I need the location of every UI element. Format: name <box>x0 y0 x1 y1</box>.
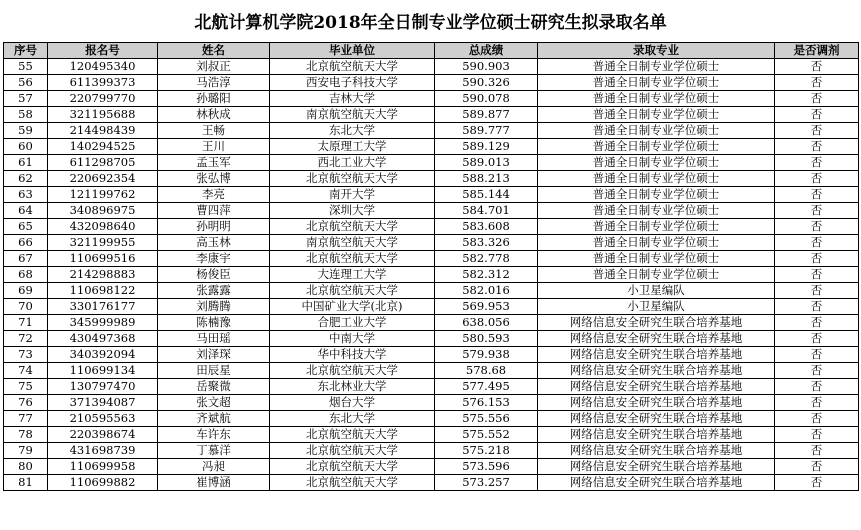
cell-name: 陈楠豫 <box>158 315 270 331</box>
cell-reg-no: 330176177 <box>48 299 158 315</box>
cell-adjusted: 否 <box>775 315 859 331</box>
cell-adjusted: 否 <box>775 123 859 139</box>
cell-score: 590.078 <box>435 91 538 107</box>
cell-name: 马田瑶 <box>158 331 270 347</box>
table-row <box>4 107 859 123</box>
cell-index: 62 <box>4 171 48 187</box>
cell-major: 普通全日制专业学位硕士 <box>538 219 775 235</box>
cell-adjusted: 否 <box>775 331 859 347</box>
table-row <box>4 139 859 155</box>
cell-major: 网络信息安全研究生联合培养基地 <box>538 427 775 443</box>
cell-index: 78 <box>4 427 48 443</box>
cell-name: 崔博涵 <box>158 475 270 491</box>
cell-school: 南开大学 <box>270 187 435 203</box>
cell-reg-no: 321199955 <box>48 235 158 251</box>
table-row <box>4 379 859 395</box>
table-row <box>4 427 859 443</box>
cell-adjusted: 否 <box>775 299 859 315</box>
table-row <box>4 75 859 91</box>
cell-adjusted: 否 <box>775 459 859 475</box>
cell-score: 576.153 <box>435 395 538 411</box>
cell-reg-no: 220799770 <box>48 91 158 107</box>
cell-score: 589.877 <box>435 107 538 123</box>
cell-major: 网络信息安全研究生联合培养基地 <box>538 379 775 395</box>
cell-reg-no: 110699882 <box>48 475 158 491</box>
cell-major: 网络信息安全研究生联合培养基地 <box>538 475 775 491</box>
cell-major: 普通全日制专业学位硕士 <box>538 59 775 75</box>
cell-score: 589.777 <box>435 123 538 139</box>
cell-reg-no: 340392094 <box>48 347 158 363</box>
cell-school: 东北林业大学 <box>270 379 435 395</box>
cell-major: 网络信息安全研究生联合培养基地 <box>538 459 775 475</box>
cell-school: 深圳大学 <box>270 203 435 219</box>
cell-reg-no: 431698739 <box>48 443 158 459</box>
cell-adjusted: 否 <box>775 91 859 107</box>
cell-school: 吉林大学 <box>270 91 435 107</box>
cell-adjusted: 否 <box>775 155 859 171</box>
table-row <box>4 299 859 315</box>
cell-score: 569.953 <box>435 299 538 315</box>
cell-score: 588.213 <box>435 171 538 187</box>
cell-name: 岳聚微 <box>158 379 270 395</box>
cell-score: 582.778 <box>435 251 538 267</box>
table-row <box>4 459 859 475</box>
cell-school: 北京航空航天大学 <box>270 171 435 187</box>
cell-reg-no: 110699134 <box>48 363 158 379</box>
cell-school: 太原理工大学 <box>270 139 435 155</box>
cell-score: 590.903 <box>435 59 538 75</box>
cell-reg-no: 345999989 <box>48 315 158 331</box>
cell-index: 67 <box>4 251 48 267</box>
cell-school: 大连理工大学 <box>270 267 435 283</box>
cell-adjusted: 否 <box>775 59 859 75</box>
cell-reg-no: 121199762 <box>48 187 158 203</box>
cell-index: 63 <box>4 187 48 203</box>
cell-school: 北京航空航天大学 <box>270 475 435 491</box>
col-header-index: 序号 <box>4 43 48 59</box>
cell-name: 刘腾腾 <box>158 299 270 315</box>
cell-name: 孟玉军 <box>158 155 270 171</box>
cell-score: 583.608 <box>435 219 538 235</box>
cell-school: 北京航空航天大学 <box>270 283 435 299</box>
cell-school: 南京航空航天大学 <box>270 107 435 123</box>
cell-index: 59 <box>4 123 48 139</box>
cell-adjusted: 否 <box>775 235 859 251</box>
cell-score: 585.144 <box>435 187 538 203</box>
cell-adjusted: 否 <box>775 139 859 155</box>
table-row <box>4 315 859 331</box>
cell-adjusted: 否 <box>775 411 859 427</box>
cell-index: 74 <box>4 363 48 379</box>
cell-index: 64 <box>4 203 48 219</box>
cell-major: 普通全日制专业学位硕士 <box>538 139 775 155</box>
cell-major: 普通全日制专业学位硕士 <box>538 91 775 107</box>
table-row <box>4 235 859 251</box>
cell-reg-no: 110699958 <box>48 459 158 475</box>
cell-name: 杨俊臣 <box>158 267 270 283</box>
table-row <box>4 59 859 75</box>
cell-reg-no: 432098640 <box>48 219 158 235</box>
cell-school: 北京航空航天大学 <box>270 459 435 475</box>
cell-index: 77 <box>4 411 48 427</box>
cell-major: 网络信息安全研究生联合培养基地 <box>538 347 775 363</box>
cell-name: 林秋成 <box>158 107 270 123</box>
cell-reg-no: 214498439 <box>48 123 158 139</box>
cell-score: 583.326 <box>435 235 538 251</box>
cell-score: 578.68 <box>435 363 538 379</box>
cell-score: 589.013 <box>435 155 538 171</box>
table-row <box>4 219 859 235</box>
cell-name: 马浩淳 <box>158 75 270 91</box>
cell-school: 中国矿业大学(北京) <box>270 299 435 315</box>
cell-school: 北京航空航天大学 <box>270 219 435 235</box>
cell-name: 张弘博 <box>158 171 270 187</box>
admission-table <box>3 42 859 491</box>
cell-reg-no: 130797470 <box>48 379 158 395</box>
table-body <box>4 59 859 491</box>
cell-school: 北京航空航天大学 <box>270 443 435 459</box>
cell-adjusted: 否 <box>775 267 859 283</box>
col-header-adjusted: 是否调剂 <box>775 43 859 59</box>
cell-adjusted: 否 <box>775 363 859 379</box>
cell-score: 638.056 <box>435 315 538 331</box>
cell-index: 68 <box>4 267 48 283</box>
table-row <box>4 203 859 219</box>
cell-score: 575.218 <box>435 443 538 459</box>
cell-adjusted: 否 <box>775 107 859 123</box>
cell-major: 普通全日制专业学位硕士 <box>538 267 775 283</box>
cell-reg-no: 430497368 <box>48 331 158 347</box>
cell-score: 575.552 <box>435 427 538 443</box>
cell-score: 573.257 <box>435 475 538 491</box>
cell-name: 齐斌航 <box>158 411 270 427</box>
table-row <box>4 443 859 459</box>
cell-major: 网络信息安全研究生联合培养基地 <box>538 395 775 411</box>
cell-reg-no: 110698122 <box>48 283 158 299</box>
cell-major: 网络信息安全研究生联合培养基地 <box>538 331 775 347</box>
cell-index: 79 <box>4 443 48 459</box>
cell-score: 589.129 <box>435 139 538 155</box>
col-header-school: 毕业单位 <box>270 43 435 59</box>
cell-name: 张文超 <box>158 395 270 411</box>
cell-index: 72 <box>4 331 48 347</box>
cell-index: 81 <box>4 475 48 491</box>
cell-adjusted: 否 <box>775 427 859 443</box>
cell-name: 王畅 <box>158 123 270 139</box>
table-row <box>4 187 859 203</box>
cell-reg-no: 340896975 <box>48 203 158 219</box>
cell-school: 北京航空航天大学 <box>270 427 435 443</box>
cell-major: 普通全日制专业学位硕士 <box>538 75 775 91</box>
cell-school: 烟台大学 <box>270 395 435 411</box>
col-header-major: 录取专业 <box>538 43 775 59</box>
cell-adjusted: 否 <box>775 443 859 459</box>
cell-score: 584.701 <box>435 203 538 219</box>
cell-major: 网络信息安全研究生联合培养基地 <box>538 315 775 331</box>
cell-name: 孙璐阳 <box>158 91 270 107</box>
table-row <box>4 267 859 283</box>
cell-index: 80 <box>4 459 48 475</box>
cell-adjusted: 否 <box>775 347 859 363</box>
cell-score: 577.495 <box>435 379 538 395</box>
cell-score: 573.596 <box>435 459 538 475</box>
cell-index: 76 <box>4 395 48 411</box>
table-row <box>4 411 859 427</box>
cell-school: 东北大学 <box>270 123 435 139</box>
col-header-reg-no: 报名号 <box>48 43 158 59</box>
cell-index: 70 <box>4 299 48 315</box>
cell-name: 田辰星 <box>158 363 270 379</box>
cell-reg-no: 140294525 <box>48 139 158 155</box>
cell-school: 西安电子科技大学 <box>270 75 435 91</box>
cell-name: 冯昶 <box>158 459 270 475</box>
table-row <box>4 91 859 107</box>
cell-adjusted: 否 <box>775 379 859 395</box>
cell-major: 普通全日制专业学位硕士 <box>538 107 775 123</box>
table-row <box>4 155 859 171</box>
cell-major: 普通全日制专业学位硕士 <box>538 187 775 203</box>
table-row <box>4 283 859 299</box>
cell-name: 车许东 <box>158 427 270 443</box>
cell-major: 小卫星编队 <box>538 299 775 315</box>
cell-index: 61 <box>4 155 48 171</box>
cell-name: 丁慕洋 <box>158 443 270 459</box>
col-header-score: 总成绩 <box>435 43 538 59</box>
table-row <box>4 475 859 491</box>
cell-index: 75 <box>4 379 48 395</box>
cell-reg-no: 611298705 <box>48 155 158 171</box>
cell-index: 56 <box>4 75 48 91</box>
cell-score: 582.016 <box>435 283 538 299</box>
cell-school: 中南大学 <box>270 331 435 347</box>
table-row <box>4 363 859 379</box>
cell-major: 普通全日制专业学位硕士 <box>538 251 775 267</box>
cell-major: 普通全日制专业学位硕士 <box>538 203 775 219</box>
cell-major: 网络信息安全研究生联合培养基地 <box>538 443 775 459</box>
cell-reg-no: 210595563 <box>48 411 158 427</box>
cell-score: 590.326 <box>435 75 538 91</box>
cell-reg-no: 220398674 <box>48 427 158 443</box>
page-title: 北航计算机学院2018年全日制专业学位硕士研究生拟录取名单 <box>194 13 667 33</box>
cell-major: 普通全日制专业学位硕士 <box>538 235 775 251</box>
cell-school: 东北大学 <box>270 411 435 427</box>
cell-reg-no: 120495340 <box>48 59 158 75</box>
cell-name: 高玉林 <box>158 235 270 251</box>
cell-index: 60 <box>4 139 48 155</box>
cell-major: 小卫星编队 <box>538 283 775 299</box>
cell-adjusted: 否 <box>775 395 859 411</box>
cell-name: 曹四萍 <box>158 203 270 219</box>
cell-reg-no: 110699516 <box>48 251 158 267</box>
cell-index: 66 <box>4 235 48 251</box>
cell-school: 北京航空航天大学 <box>270 59 435 75</box>
cell-school: 北京航空航天大学 <box>270 251 435 267</box>
cell-index: 58 <box>4 107 48 123</box>
cell-name: 刘叔正 <box>158 59 270 75</box>
table-row <box>4 395 859 411</box>
cell-school: 华中科技大学 <box>270 347 435 363</box>
cell-adjusted: 否 <box>775 203 859 219</box>
cell-name: 李康宇 <box>158 251 270 267</box>
cell-index: 65 <box>4 219 48 235</box>
cell-name: 王川 <box>158 139 270 155</box>
cell-adjusted: 否 <box>775 219 859 235</box>
cell-reg-no: 321195688 <box>48 107 158 123</box>
col-header-name: 姓名 <box>158 43 270 59</box>
cell-major: 普通全日制专业学位硕士 <box>538 171 775 187</box>
table-row <box>4 171 859 187</box>
cell-index: 71 <box>4 315 48 331</box>
table-row <box>4 347 859 363</box>
table-row <box>4 251 859 267</box>
cell-school: 合肥工业大学 <box>270 315 435 331</box>
cell-reg-no: 371394087 <box>48 395 158 411</box>
cell-major: 网络信息安全研究生联合培养基地 <box>538 363 775 379</box>
cell-index: 69 <box>4 283 48 299</box>
cell-adjusted: 否 <box>775 251 859 267</box>
table-row <box>4 331 859 347</box>
cell-major: 网络信息安全研究生联合培养基地 <box>538 411 775 427</box>
cell-index: 73 <box>4 347 48 363</box>
cell-name: 李亮 <box>158 187 270 203</box>
cell-adjusted: 否 <box>775 187 859 203</box>
cell-adjusted: 否 <box>775 171 859 187</box>
header-row <box>4 43 859 59</box>
cell-index: 57 <box>4 91 48 107</box>
cell-adjusted: 否 <box>775 283 859 299</box>
cell-name: 刘泽琛 <box>158 347 270 363</box>
table-row <box>4 123 859 139</box>
cell-score: 579.938 <box>435 347 538 363</box>
cell-school: 西北工业大学 <box>270 155 435 171</box>
cell-name: 张露露 <box>158 283 270 299</box>
cell-reg-no: 214298883 <box>48 267 158 283</box>
cell-major: 普通全日制专业学位硕士 <box>538 155 775 171</box>
cell-adjusted: 否 <box>775 475 859 491</box>
cell-score: 580.593 <box>435 331 538 347</box>
cell-index: 55 <box>4 59 48 75</box>
cell-adjusted: 否 <box>775 75 859 91</box>
cell-school: 北京航空航天大学 <box>270 363 435 379</box>
cell-score: 582.312 <box>435 267 538 283</box>
cell-reg-no: 611399373 <box>48 75 158 91</box>
cell-school: 南京航空航天大学 <box>270 235 435 251</box>
cell-major: 普通全日制专业学位硕士 <box>538 123 775 139</box>
cell-reg-no: 220692354 <box>48 171 158 187</box>
cell-name: 孙明明 <box>158 219 270 235</box>
cell-score: 575.556 <box>435 411 538 427</box>
